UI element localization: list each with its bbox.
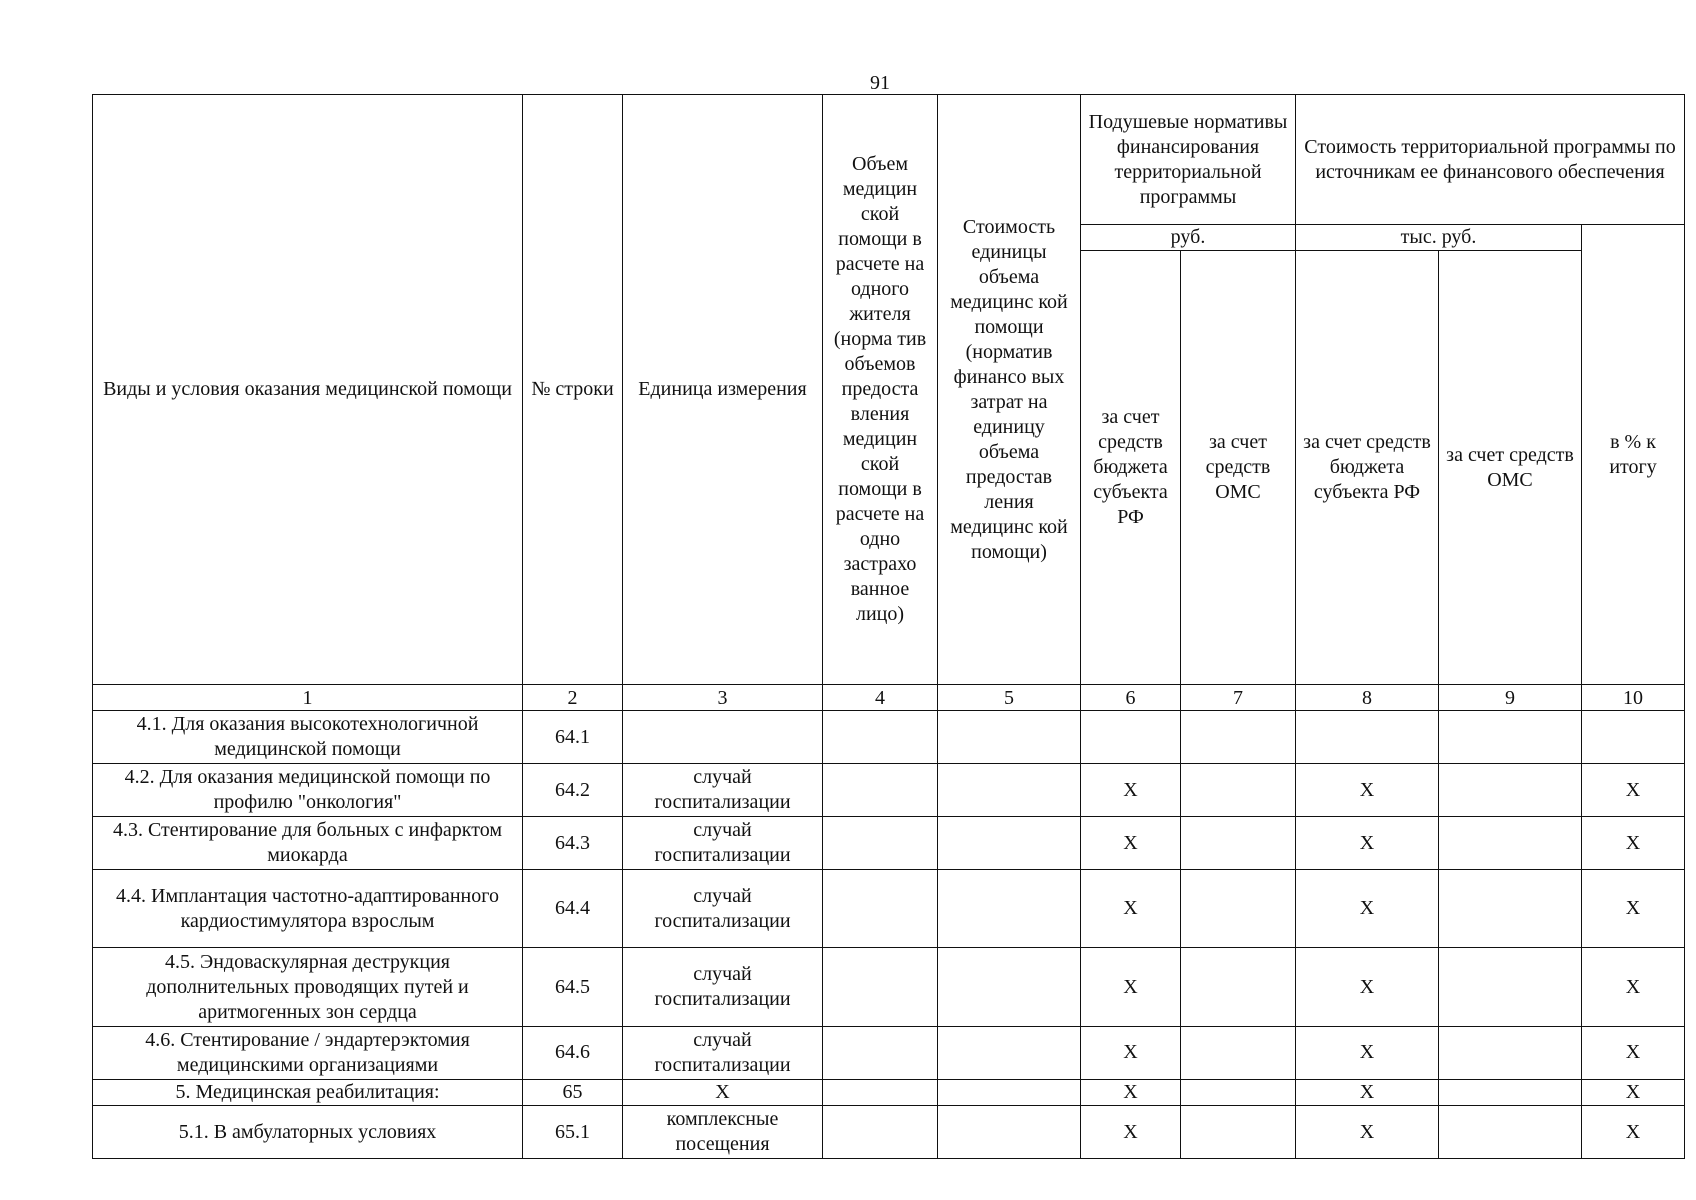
row-unit: случай госпитализации xyxy=(623,817,823,870)
column-number: 2 xyxy=(523,685,623,711)
row-percent xyxy=(1582,711,1685,764)
row-unit-cost xyxy=(938,764,1081,817)
row-unit: случай госпитализации xyxy=(623,1026,823,1079)
column-number: 10 xyxy=(1582,685,1685,711)
row-oms-rub xyxy=(1181,764,1296,817)
row-line-number: 64.1 xyxy=(523,711,623,764)
row-unit: Х xyxy=(623,1079,823,1105)
column-number-row xyxy=(93,685,1685,711)
row-name: 5.1. В амбулаторных условиях xyxy=(93,1106,523,1159)
row-budget-rub: Х xyxy=(1081,1106,1181,1159)
column-number: 7 xyxy=(1181,685,1296,711)
table-row xyxy=(93,1106,1685,1159)
row-budget-thous: Х xyxy=(1296,1106,1439,1159)
table-row xyxy=(93,870,1685,948)
column-number: 9 xyxy=(1439,685,1582,711)
row-unit xyxy=(623,711,823,764)
row-oms-thous xyxy=(1439,948,1582,1026)
row-volume xyxy=(823,711,938,764)
row-budget-rub xyxy=(1081,711,1181,764)
row-volume xyxy=(823,817,938,870)
table-row xyxy=(93,1026,1685,1079)
row-unit-cost xyxy=(938,711,1081,764)
row-budget-rub: Х xyxy=(1081,1026,1181,1079)
header-per-capita-group: Подушевые нормативы финансирования территориальной программы xyxy=(1081,95,1296,225)
header-unit-thous-rub: тыс. руб. xyxy=(1296,225,1582,251)
row-oms-rub xyxy=(1181,817,1296,870)
row-percent: Х xyxy=(1582,1026,1685,1079)
row-line-number: 65 xyxy=(523,1079,623,1105)
table-row xyxy=(93,764,1685,817)
financing-table xyxy=(92,94,1685,1159)
row-oms-rub xyxy=(1181,1026,1296,1079)
row-percent: Х xyxy=(1582,1106,1685,1159)
table-row xyxy=(93,1079,1685,1105)
header-budget-thous: за счет средств бюджета субъекта РФ xyxy=(1296,251,1439,685)
row-oms-rub xyxy=(1181,1079,1296,1105)
row-line-number: 64.5 xyxy=(523,948,623,1026)
row-unit: комплексные посещения xyxy=(623,1106,823,1159)
row-budget-thous: Х xyxy=(1296,817,1439,870)
row-oms-thous xyxy=(1439,764,1582,817)
row-oms-thous xyxy=(1439,1026,1582,1079)
table-row xyxy=(93,711,1685,764)
row-unit-cost xyxy=(938,817,1081,870)
header-types-of-care: Виды и условия оказания медицинской помощи xyxy=(93,95,523,685)
row-volume xyxy=(823,1079,938,1105)
row-percent: Х xyxy=(1582,1079,1685,1105)
row-oms-thous xyxy=(1439,711,1582,764)
row-oms-rub xyxy=(1181,711,1296,764)
header-unit: Единица измерения xyxy=(623,95,823,685)
row-unit-cost xyxy=(938,1106,1081,1159)
row-oms-thous xyxy=(1439,870,1582,948)
row-name: 4.3. Стентирование для больных с инфарктом миокарда xyxy=(93,817,523,870)
row-unit-cost xyxy=(938,1079,1081,1105)
row-line-number: 64.3 xyxy=(523,817,623,870)
table-row xyxy=(93,948,1685,1026)
row-name: 4.6. Стентирование / эндартерэктомия медицинскими организациями xyxy=(93,1026,523,1079)
row-oms-thous xyxy=(1439,1106,1582,1159)
row-name: 5. Медицинская реабилитация: xyxy=(93,1079,523,1105)
row-budget-thous xyxy=(1296,711,1439,764)
row-budget-thous: Х xyxy=(1296,948,1439,1026)
row-unit: случай госпитализации xyxy=(623,764,823,817)
row-budget-rub: Х xyxy=(1081,948,1181,1026)
row-volume xyxy=(823,870,938,948)
row-budget-thous: Х xyxy=(1296,870,1439,948)
row-volume xyxy=(823,948,938,1026)
row-unit-cost xyxy=(938,948,1081,1026)
row-oms-thous xyxy=(1439,817,1582,870)
column-number: 3 xyxy=(623,685,823,711)
row-volume xyxy=(823,1026,938,1079)
row-unit: случай госпитализации xyxy=(623,948,823,1026)
row-budget-rub: Х xyxy=(1081,870,1181,948)
row-percent: Х xyxy=(1582,870,1685,948)
header-line-number: № строки xyxy=(523,95,623,685)
row-budget-thous: Х xyxy=(1296,1079,1439,1105)
row-oms-rub xyxy=(1181,948,1296,1026)
row-oms-rub xyxy=(1181,1106,1296,1159)
header-budget-rub: за счет средств бюджета субъекта РФ xyxy=(1081,251,1181,685)
header-cost-group: Стоимость территориальной программы по источникам ее финансового обеспечения xyxy=(1296,95,1685,225)
row-line-number: 64.6 xyxy=(523,1026,623,1079)
header-unit-rub: руб. xyxy=(1081,225,1296,251)
page-number: 91 xyxy=(870,72,890,94)
header-unit-cost: Стоимость единицы объема медицинс кой помощи (норматив финансо вых затрат на единицу объема предостав ления медицинс кой помощи) xyxy=(938,95,1081,685)
row-oms-thous xyxy=(1439,1079,1582,1105)
row-percent: Х xyxy=(1582,948,1685,1026)
row-budget-rub: Х xyxy=(1081,764,1181,817)
row-budget-thous: Х xyxy=(1296,764,1439,817)
row-unit-cost xyxy=(938,870,1081,948)
row-line-number: 65.1 xyxy=(523,1106,623,1159)
row-budget-thous: Х xyxy=(1296,1026,1439,1079)
column-number: 1 xyxy=(93,685,523,711)
row-volume xyxy=(823,1106,938,1159)
row-oms-rub xyxy=(1181,870,1296,948)
row-volume xyxy=(823,764,938,817)
table-row xyxy=(93,817,1685,870)
header-volume: Объем медицин ской помощи в расчете на одного жителя (норма тив объемов предоста вления медицин ской помощи в расчете на одно застрахо ванное лицо) xyxy=(823,95,938,685)
header-percent-of-total: в % к итогу xyxy=(1582,225,1685,685)
row-line-number: 64.2 xyxy=(523,764,623,817)
column-number: 4 xyxy=(823,685,938,711)
row-percent: Х xyxy=(1582,764,1685,817)
row-name: 4.4. Имплантация частотно-адаптированного кардиостимулятора взрослым xyxy=(93,870,523,948)
column-number: 8 xyxy=(1296,685,1439,711)
row-percent: Х xyxy=(1582,817,1685,870)
column-number: 6 xyxy=(1081,685,1181,711)
row-budget-rub: Х xyxy=(1081,817,1181,870)
row-name: 4.2. Для оказания медицинской помощи по профилю "онкология" xyxy=(93,764,523,817)
row-unit-cost xyxy=(938,1026,1081,1079)
header-oms-thous: за счет средств ОМС xyxy=(1439,251,1582,685)
row-name: 4.5. Эндоваскулярная деструкция дополнительных проводящих путей и аритмогенных зон сердца xyxy=(93,948,523,1026)
column-number: 5 xyxy=(938,685,1081,711)
header-oms-rub: за счет средств ОМС xyxy=(1181,251,1296,685)
row-unit: случай госпитализации xyxy=(623,870,823,948)
row-name: 4.1. Для оказания высокотехнологичной медицинской помощи xyxy=(93,711,523,764)
row-line-number: 64.4 xyxy=(523,870,623,948)
row-budget-rub: Х xyxy=(1081,1079,1181,1105)
